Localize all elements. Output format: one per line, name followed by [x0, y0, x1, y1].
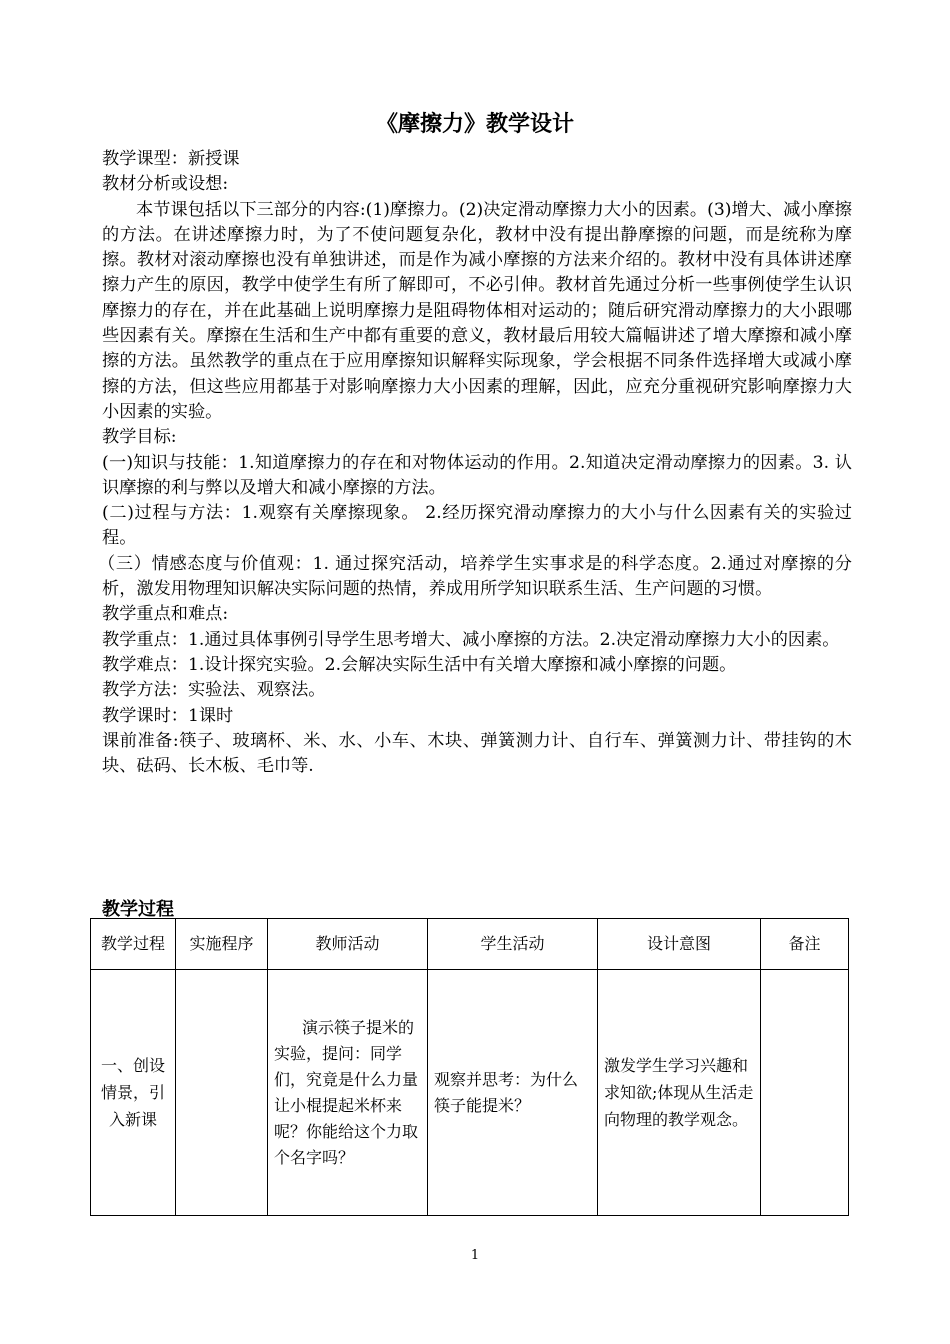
- document-body: [98, 147, 852, 779]
- class-hours: 教学课时：1课时: [102, 705, 234, 726]
- cell-design-intent: 激发学生学习兴趣和求知欲;体现从生活走向物理的教学观念。: [598, 970, 761, 1216]
- difficult-points: 教学难点：1.设计探究实验。2.会解决实际生活中有关增大摩擦和减小摩擦的问题。: [102, 654, 737, 675]
- preparation: 课前准备:筷子、玻璃杯、米、水、小车、木块、弹簧测力计、自行车、弹簧测力计、带挂钩的木块、砝码、长木板、毛巾等.: [102, 730, 852, 777]
- objectives-heading: 教学目标:: [102, 427, 177, 448]
- table-row: [91, 970, 849, 1216]
- header-design-intent: 设计意图: [598, 919, 761, 970]
- header-stage: 教学过程: [91, 919, 176, 970]
- lesson-type: 教学课型：新授课: [102, 149, 240, 169]
- objective-process: (二)过程与方法：1.观察有关摩擦现象。 2.经历探究滑动摩擦力的大小与什么因素有关的实验过程。: [102, 503, 852, 549]
- objective-knowledge: (一)知识与技能：1.知道摩擦力的存在和对物体运动的作用。2.知道决定滑动摩擦力的因素。3. 认识摩擦的利与弊以及增大和减小摩擦的方法。: [102, 452, 852, 498]
- page-number: 1: [470, 1248, 480, 1263]
- table-header-row: [91, 919, 849, 970]
- analysis-paragraph: 本节课包括以下三部分的内容:(1)摩擦力。(2)决定滑动摩擦力大小的因素。(3)增大、减小摩擦的方法。在讲述摩擦力时，为了不使问题复杂化，教材中没有提出静摩擦的问题，而是统称为摩擦。教材对滚动摩擦也没有单独讲述，而是作为减小摩擦的方法来介绍的。教材中没有具体讲述摩擦力产生的原因，教学中使学生有所了解即可，不必引伸。教材首先通过分析一些事例使学生认识摩擦力的存在，并在此基础上说明摩擦力是阻碍物体相对运动的；随后研究滑动摩擦力的大小跟哪些因素有关。摩擦在生活和生产中都有重要的意义，教材最后用较大篇幅讲述了增大摩擦和减小摩擦的方法。虽然教学的重点在于应用摩擦知识解释实际现象，学会根据不同条件选择增大或减小摩擦的方法，但这些应用都基于对影响摩擦力大小因素的理解，因此，应充分重视研究影响摩擦力大小因素的实验。: [102, 199, 852, 422]
- header-teacher-activity: 教师活动: [268, 919, 428, 970]
- header-procedure: 实施程序: [176, 919, 268, 970]
- objective-attitude: （三）情感态度与价值观：1. 通过探究活动，培养学生实事求是的科学态度。2.通过对摩擦的分析，激发用物理知识解决实际问题的热情，养成用所学知识联系生活、生产问题的习惯。: [98, 553, 852, 600]
- key-points: 教学重点：1.通过具体事例引导学生思考增大、减小摩擦的方法。2.决定滑动摩擦力大小的因素。: [102, 629, 840, 650]
- header-student-activity: 学生活动: [428, 919, 598, 970]
- cell-stage: 一、创设情景，引入新课: [91, 970, 176, 1216]
- cell-teacher-activity: 演示筷子提米的实验，提问：同学们，究竟是什么力量让小棍提起米杯来呢？你能给这个力取个名字吗？: [268, 970, 428, 1216]
- cell-notes: [761, 970, 849, 1216]
- cell-procedure: [176, 970, 268, 1216]
- cell-student-activity: 观察并思考：为什么筷子能提米？: [428, 970, 598, 1216]
- key-points-heading: 教学重点和难点:: [102, 604, 229, 625]
- teaching-methods: 教学方法：实验法、观察法。: [102, 680, 326, 701]
- process-table: [90, 918, 849, 1216]
- header-notes: 备注: [761, 919, 849, 970]
- document-title: 《摩擦力》教学设计: [375, 112, 574, 137]
- analysis-heading: 教材分析或设想:: [102, 174, 229, 195]
- process-heading: 教学过程: [102, 899, 174, 920]
